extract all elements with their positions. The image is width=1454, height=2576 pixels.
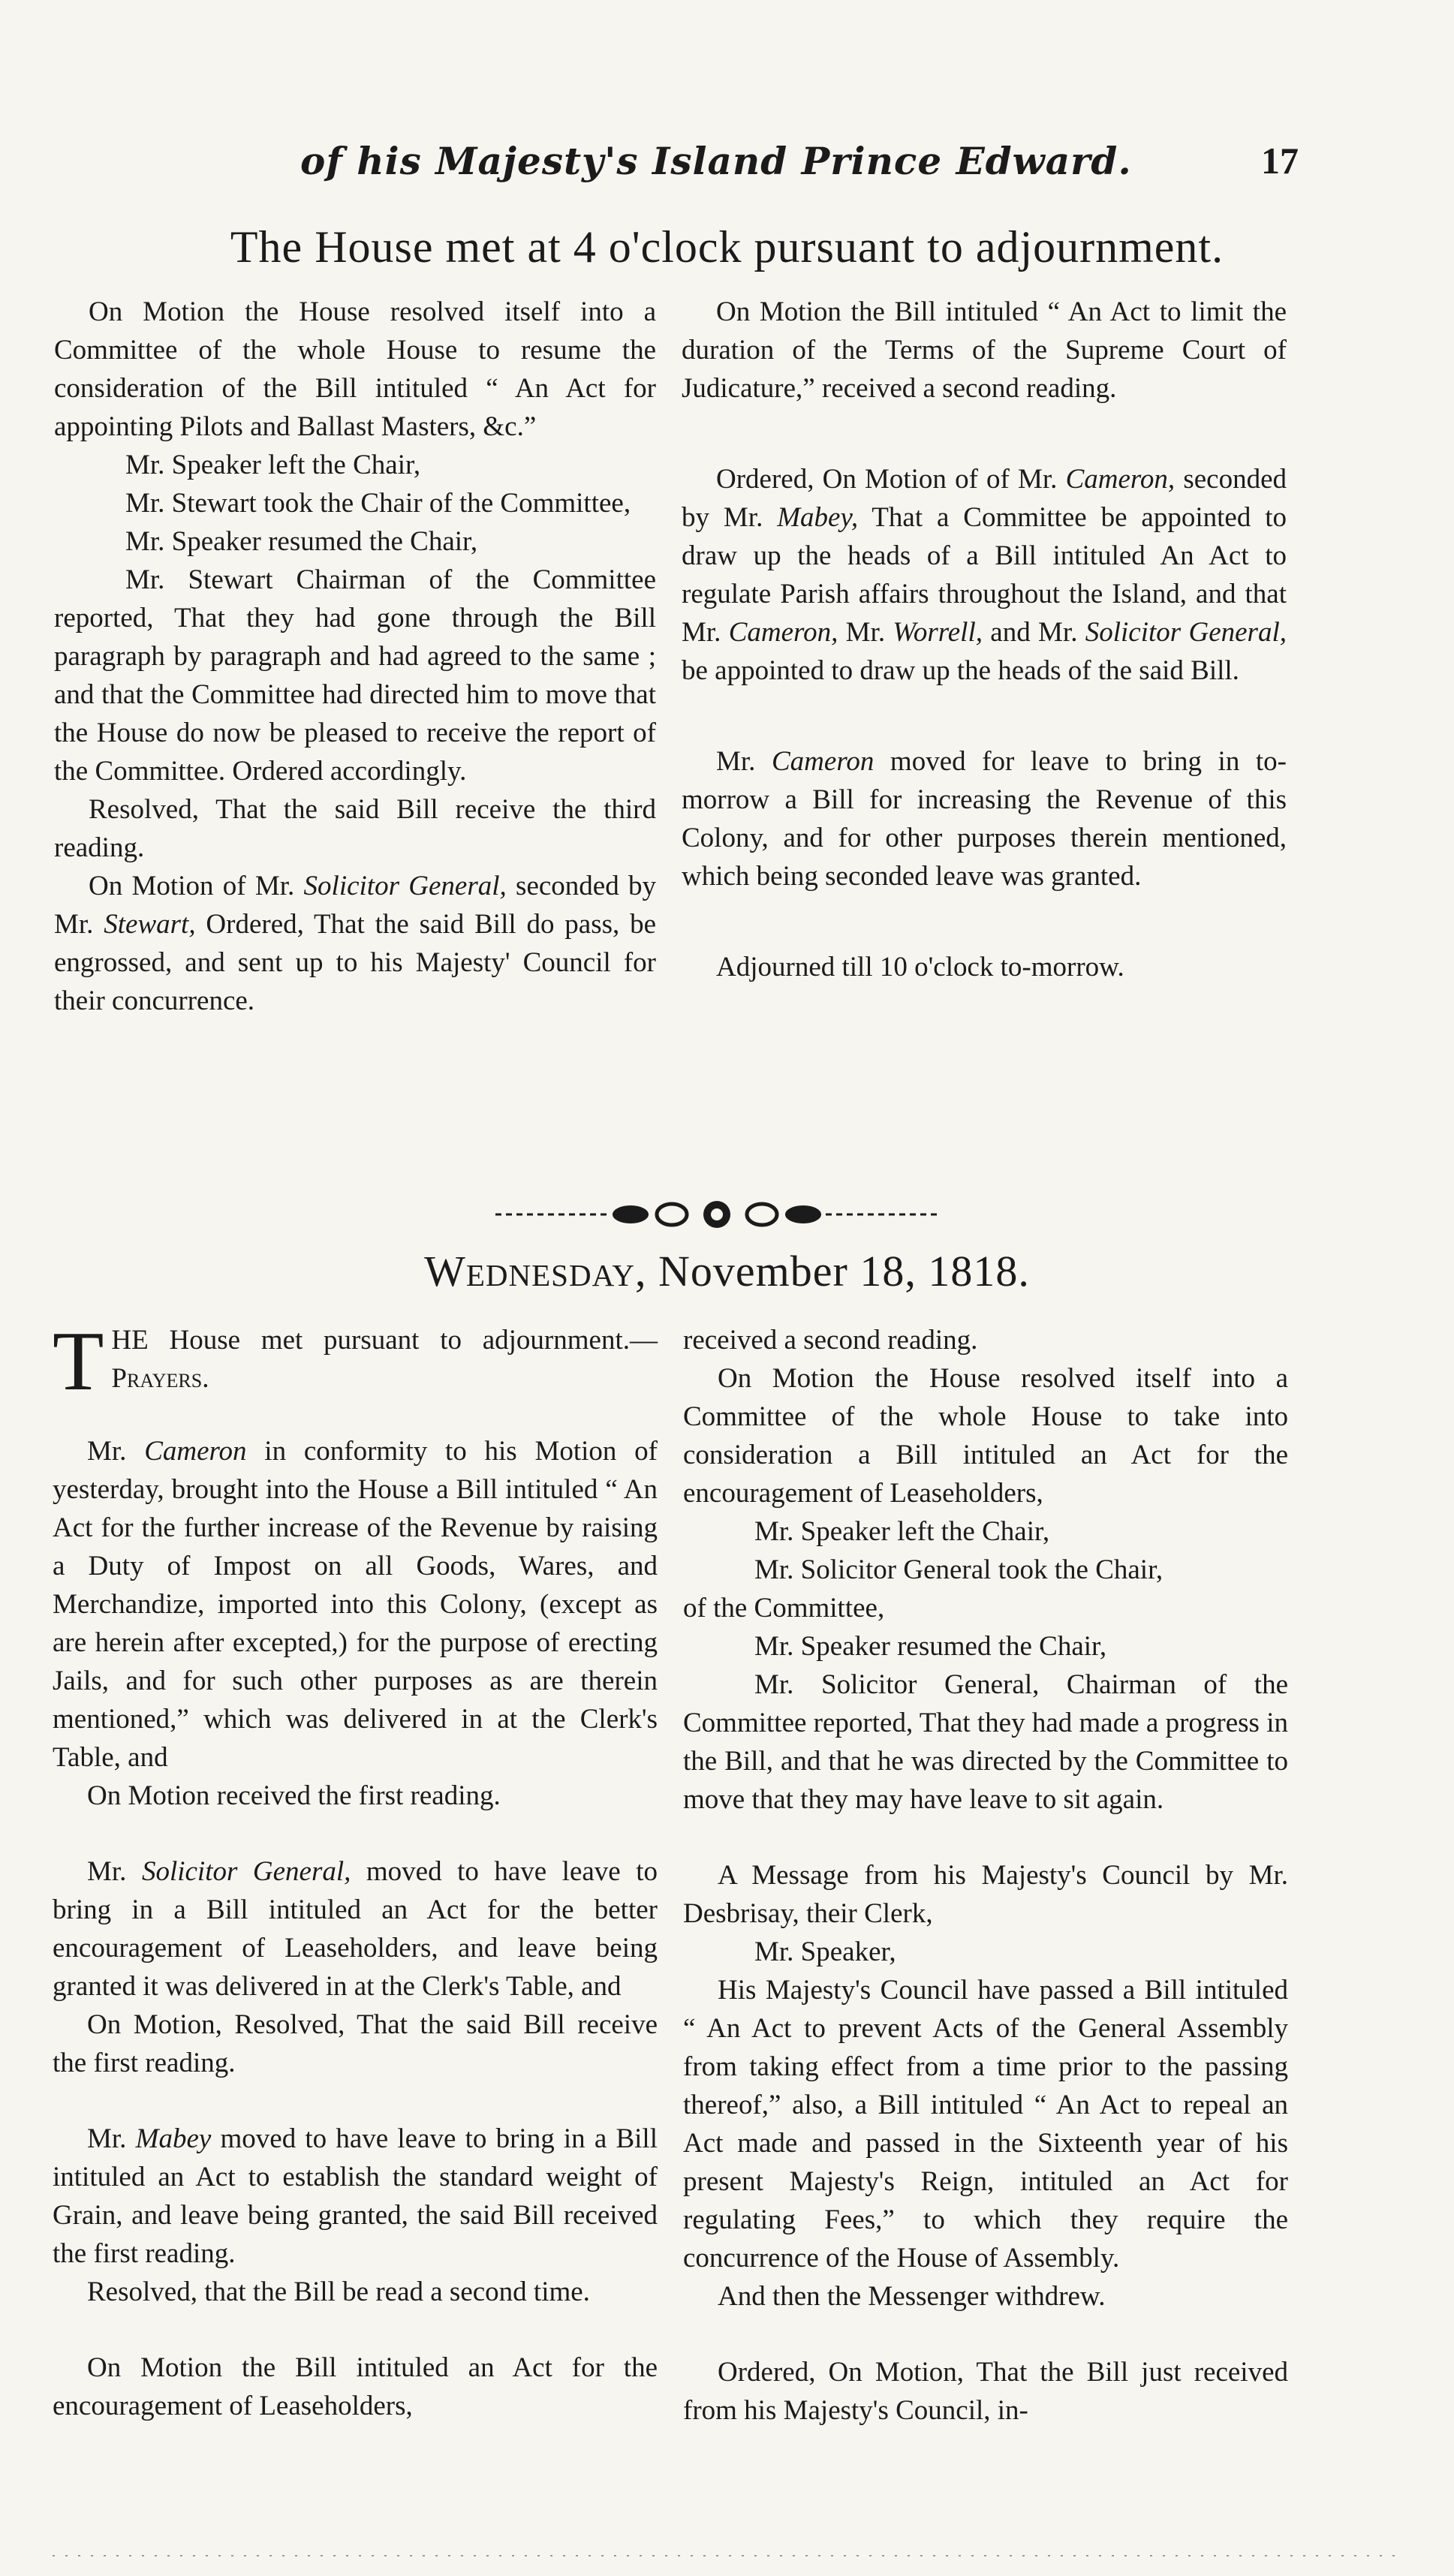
- paragraph: Mr. Stewart Chairman of the Committee reported, That they had gone through the Bill paragraph by paragraph and had agreed to the same ; and that the Committee had directed him to move that the House do now be pleased to receive the report of the Committee. Ordered accordingly.: [54, 564, 656, 787]
- paragraph: Mr. Speaker,: [754, 1937, 896, 1967]
- paragraph: On Motion the House resolved itself into a Committee of the whole House to take into consideration a Bill intituled an Act for the encouragement of Leaseholders,: [683, 1363, 1288, 1509]
- paragraph: Mr. Mabey moved to have leave to bring in a Bill intituled an Act to establish the standard weight of Grain, and leave being granted, the said Bill received the first reading.: [53, 2123, 658, 2269]
- paragraph: On Motion the Bill intituled an Act for the encouragement of Leaseholders,: [53, 2352, 658, 2421]
- paragraph: His Majesty's Council have passed a Bill intituled “ An Act to prevent Acts of the General Assembly from taking effect from a time prior to the passing thereof,” also, a Bill intituled “ An Act to repeal an Act made and passed in the Sixteenth year of his present Majesty's Reign, intituled an Act for regulating Fees,” to which they require the concurrence of the House of Assembly.: [683, 1975, 1288, 2274]
- paragraph: Mr. Speaker resumed the Chair,: [125, 526, 478, 557]
- top-right-column: [682, 293, 1287, 986]
- paragraph: Adjourned till 10 o'clock to-morrow.: [716, 952, 1124, 983]
- paragraph: Mr. Solicitor General, moved to have leave to bring in a Bill intituled an Act for the better encouragement of Leaseholders, and leave being granted it was delivered in at the Clerk's Table, and: [53, 1856, 658, 2002]
- paragraph: Mr. Speaker resumed the Chair,: [754, 1631, 1107, 1662]
- paragraph: Mr. Cameron in conformity to his Motion of yesterday, brought into the House a Bill intituled “ An Act for the further increase of the Revenue by raising a Duty of Impost on all Goods, Wares, and Merchandize, imported into this Colony, (except as are herein after excepted,) for the purpose of erecting Jails, and for such other purposes as are therein mentioned,” which was delivered in at the Clerk's Table, and: [53, 1436, 658, 1773]
- bottom-left-column: [53, 1315, 658, 2425]
- paragraph: Mr. Speaker left the Chair,: [125, 450, 421, 480]
- bottom-right-column: [683, 1321, 1288, 2430]
- paragraph: A Message from his Majesty's Council by Mr. Desbrisay, their Clerk,: [683, 1860, 1288, 1929]
- day-name: Wednesday,: [424, 1247, 647, 1296]
- paragraph: Mr. Solicitor General, Chairman of the Committee reported, That they had made a progress in the Bill, and that he was directed by the Committee to move that they may have leave to sit again.: [683, 1669, 1288, 1815]
- opening-paragraph: THE House met pursuant to adjournment.—Prayers.: [53, 1315, 658, 1408]
- paragraph: Resolved, That the said Bill receive the third reading.: [54, 794, 656, 863]
- drop-capital: T: [53, 1315, 104, 1408]
- top-left-column: [54, 293, 656, 1020]
- paragraph: Ordered, On Motion of of Mr. Cameron, seconded by Mr. Mabey, That a Committee be appointed to draw up the heads of a Bill intituled An Act to regulate Parish affairs throughout the Island, and that Mr. Cameron, Mr. Worrell, and Mr. Solicitor General, be appointed to draw up the heads of the said Bill.: [682, 464, 1287, 686]
- running-title: of his Majesty's Island Prince Edward.: [300, 139, 1132, 183]
- paragraph: Mr. Cameron moved for leave to bring in to-morrow a Bill for increasing the Revenue of this Colony, and for other purposes therein mentioned, which being seconded leave was granted.: [682, 746, 1287, 892]
- paragraph: On Motion, Resolved, That the said Bill receive the first reading.: [53, 2009, 658, 2078]
- paragraph: Mr. Solicitor General took the Chair,: [754, 1554, 1164, 1585]
- paragraph: On Motion of Mr. Solicitor General, seconded by Mr. Stewart, Ordered, That the said Bill do pass, be engrossed, and sent up to his Majesty' Council for their concurrence.: [54, 871, 656, 1016]
- running-head: [300, 139, 1299, 199]
- paragraph: Mr. Speaker left the Chair,: [754, 1516, 1050, 1547]
- date-text: November 18, 1818.: [658, 1247, 1030, 1296]
- paragraph: And then the Messenger withdrew.: [718, 2281, 1106, 2312]
- page-edge-specks: [53, 2548, 1404, 2563]
- paragraph: On Motion the Bill intituled “ An Act to limit the duration of the Terms of the Supreme Court of Judicature,” received a second reading.: [682, 296, 1287, 404]
- paragraph: received a second reading.: [683, 1325, 978, 1356]
- paragraph: On Motion received the first reading.: [87, 1780, 501, 1811]
- sitting-heading: The House met at 4 o'clock pursuant to adjournment.: [230, 222, 1224, 272]
- paragraph: Resolved, that the Bill be read a second time.: [87, 2277, 590, 2307]
- paragraph: Mr. Stewart took the Chair of the Committee,: [125, 488, 631, 519]
- paragraph: Ordered, On Motion, That the Bill just received from his Majesty's Council, in-: [683, 2357, 1288, 2426]
- paragraph: On Motion the House resolved itself into a Committee of the whole House to resume the consideration of the Bill intituled “ An Act for appointing Pilots and Ballast Masters, &c.”: [54, 296, 656, 442]
- page-number: 17: [1261, 140, 1299, 182]
- paragraph: of the Committee,: [683, 1593, 885, 1624]
- date-heading: [0, 1246, 1454, 1296]
- decorative-rule-icon: [488, 1192, 946, 1237]
